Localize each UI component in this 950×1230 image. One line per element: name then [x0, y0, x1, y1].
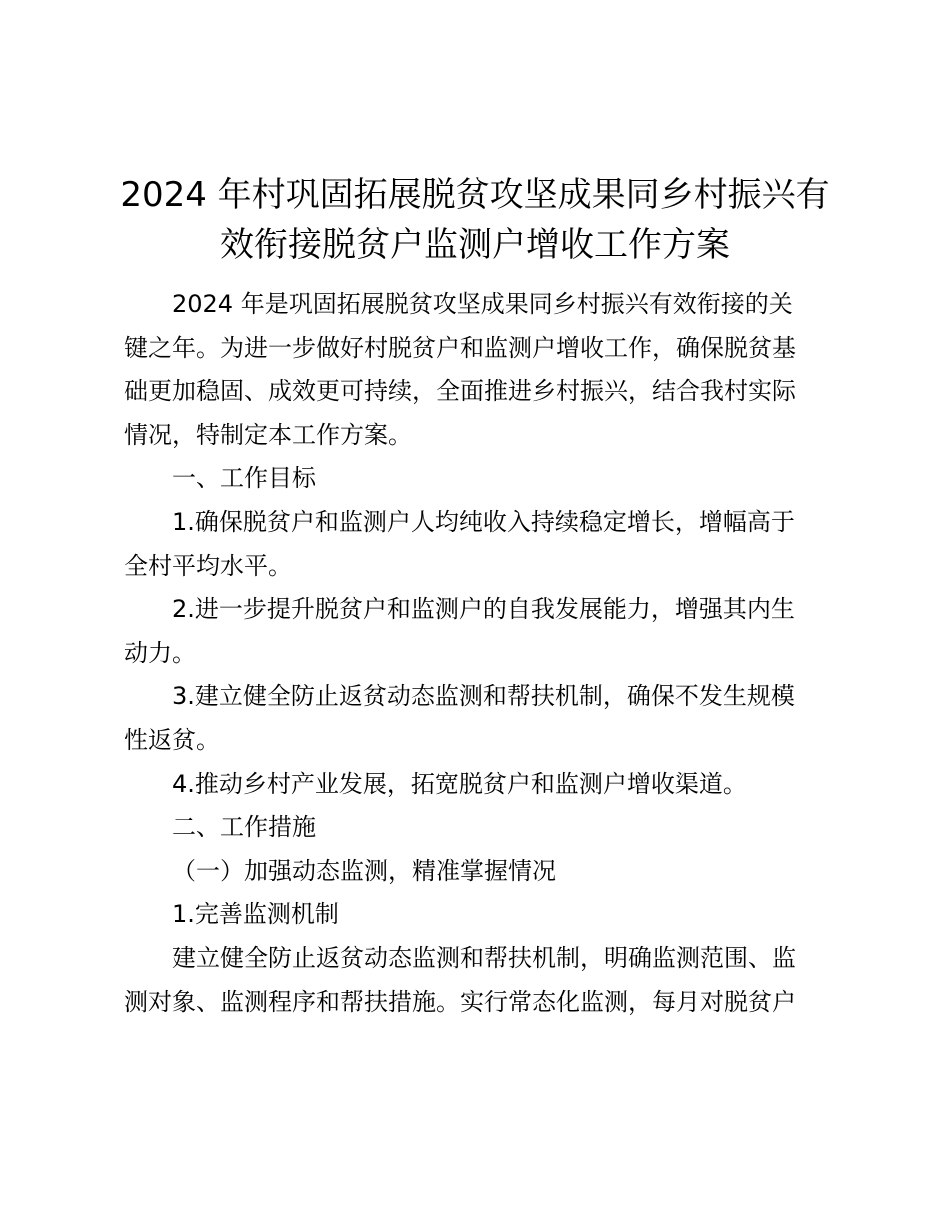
document-title	[100, 170, 850, 270]
section-heading-work-goals: 一、工作目标	[172, 464, 316, 493]
mechanism-paragraph-line-2: 测对象、监测程序和帮扶措施。实行常态化监测，每月对脱贫户	[124, 987, 796, 1016]
intro-paragraph-line-4: 情况，特制定本工作方案。	[124, 420, 412, 449]
mechanism-paragraph-line-1: 建立健全防止返贫动态监测和帮扶机制，明确监测范围、监	[172, 943, 796, 972]
intro-paragraph-line-2: 键之年。为进一步做好村脱贫户和监测户增收工作，确保脱贫基	[124, 333, 796, 362]
section-heading-work-measures: 二、工作措施	[172, 813, 316, 842]
goal-3-line-2: 性返贫。	[124, 725, 220, 754]
intro-paragraph-line-1: 2024 年是巩固拓展脱贫攻坚成果同乡村振兴有效衔接的关	[172, 290, 793, 318]
goal-1-line-2: 全村平均水平。	[124, 551, 292, 580]
goal-1-line-1: 1.确保脱贫户和监测户人均纯收入持续稳定增长，增幅高于	[172, 507, 795, 536]
goal-4-line-1: 4.推动乡村产业发展，拓宽脱贫户和监测户增收渠道。	[172, 769, 747, 798]
goal-2-line-1: 2.进一步提升脱贫户和监测户的自我发展能力，增强其内生	[172, 595, 795, 624]
intro-paragraph-line-3: 础更加稳固、成效更可持续，全面推进乡村振兴，结合我村实际	[124, 377, 796, 406]
goal-3-line-1: 3.建立健全防止返贫动态监测和帮扶机制，确保不发生规模	[172, 682, 795, 711]
goal-2-line-2: 动力。	[124, 638, 196, 667]
document-body	[124, 283, 824, 1024]
title-line-1: 2024 年村巩固拓展脱贫攻坚成果同乡村振兴有	[120, 175, 830, 215]
title-line-2: 效衔接脱贫户监测户增收工作方案	[220, 225, 730, 265]
subsection-heading-monitoring: （一）加强动态监测，精准掌握情况	[172, 856, 556, 885]
item-heading-improve-mechanism: 1.完善监测机制	[172, 900, 339, 929]
